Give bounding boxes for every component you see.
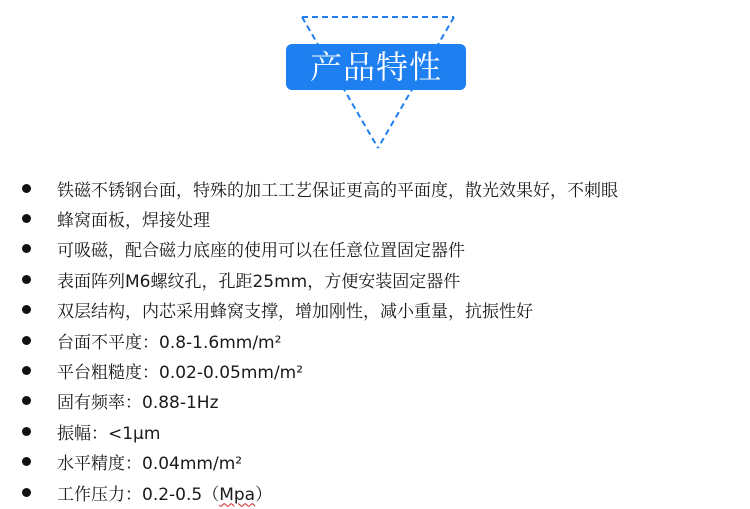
bullet-icon <box>22 305 31 314</box>
section-title-badge <box>286 44 466 90</box>
feature-text-prefix: 工作压力：0.2-0.5（ <box>57 484 220 505</box>
bullet-icon <box>22 214 31 223</box>
feature-text: 台面不平度：0.8-1.6mm/m² <box>57 332 282 353</box>
feature-text: 水平精度：0.04mm/m² <box>57 454 243 475</box>
list-item <box>22 355 618 385</box>
feature-text: 平台粗糙度：0.02-0.05mm/m² <box>57 363 304 384</box>
feature-text: 振幅：<1μm <box>57 423 161 444</box>
feature-text <box>57 480 272 505</box>
list-item <box>22 203 618 233</box>
bullet-icon <box>22 488 31 497</box>
list-item <box>22 264 618 294</box>
feature-text-suffix: ） <box>255 484 273 505</box>
list-item <box>22 295 618 325</box>
feature-text: 双层结构，内芯采用蜂窝支撑，增加刚性，减小重量，抗振性好 <box>57 302 533 323</box>
bullet-icon <box>22 336 31 345</box>
feature-text: 蜂窝面板，焊接处理 <box>57 211 210 232</box>
bullet-icon <box>22 396 31 405</box>
list-item <box>22 173 618 203</box>
list-item <box>22 416 618 446</box>
list-item <box>22 447 618 477</box>
feature-text: 表面阵列M6螺纹孔，孔距25mm，方便安装固定器件 <box>57 271 461 292</box>
bullet-icon <box>22 427 31 436</box>
bullet-icon <box>22 244 31 253</box>
bullet-icon <box>22 275 31 284</box>
feature-text: 固有频率：0.88-1Hz <box>57 393 219 414</box>
bullet-icon <box>22 184 31 193</box>
bullet-icon <box>22 457 31 466</box>
list-item <box>22 234 618 264</box>
section-title: 产品特性 <box>309 48 442 86</box>
feature-list <box>22 173 618 507</box>
bullet-icon <box>22 366 31 375</box>
feature-text: 铁磁不锈钢台面，特殊的加工工艺保证更高的平面度，散光效果好，不刺眼 <box>57 180 618 201</box>
list-item <box>22 325 618 355</box>
spellcheck-underlined-unit: Mpa <box>219 484 256 505</box>
feature-text: 可吸磁，配合磁力底座的使用可以在任意位置固定器件 <box>57 241 465 262</box>
list-item <box>22 386 618 416</box>
list-item <box>22 477 618 507</box>
